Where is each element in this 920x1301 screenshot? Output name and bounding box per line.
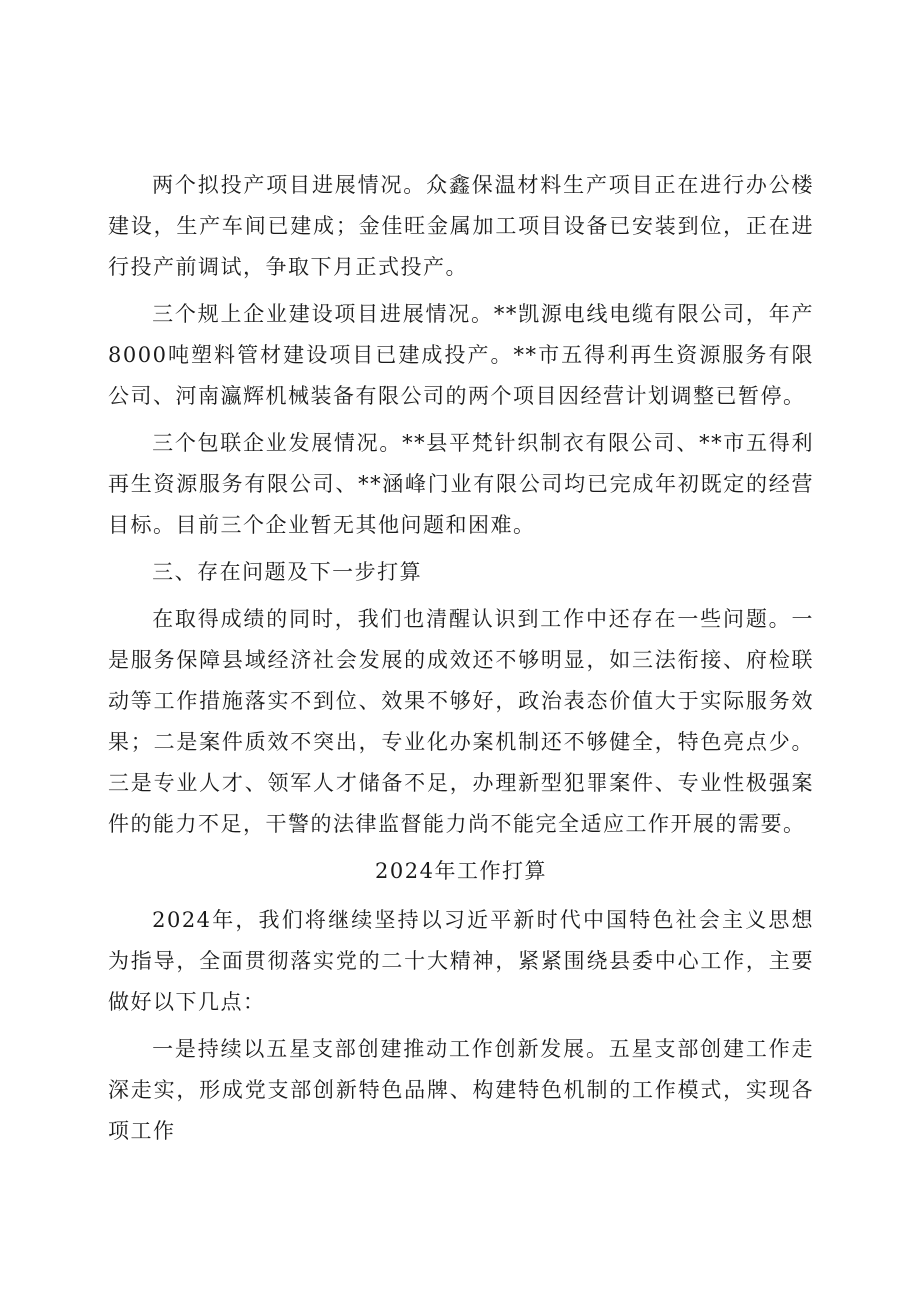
paragraph-enterprise-projects: 三个规上企业建设项目进展情况。**凯源电线电缆有限公司，年产8000吨塑料管材建设项目已建成投产。**市五得利再生资源服务有限公司、河南瀛辉机械装备有限公司的两个项目因经营计划调整已暂停。 bbox=[108, 302, 814, 408]
paragraph-2024-intro: 2024年，我们将继续坚持以习近平新时代中国特色社会主义思想为指导，全面贯彻落实党的二十大精神，紧紧围绕县委中心工作，主要做好以下几点： bbox=[108, 908, 814, 1014]
document-body bbox=[108, 165, 814, 1158]
paragraph-five-star-branch: 一是持续以五星支部创建推动工作创新发展。五星支部创建工作走深走实，形成党支部创新特色品牌、构建特色机制的工作模式，实现各项工作 bbox=[108, 1037, 814, 1143]
section-heading-problems: 三、存在问题及下一步打算 bbox=[152, 560, 423, 584]
paragraph-partner-enterprises: 三个包联企业发展情况。**县平梵针织制衣有限公司、**市五得利再生资源服务有限公司、**涵峰门业有限公司均已完成年初既定的经营目标。目前三个企业暂无其他问题和困难。 bbox=[108, 431, 814, 537]
paragraph-problems: 在取得成绩的同时，我们也清醒认识到工作中还存在一些问题。一是服务保障县域经济社会发展的成效还不够明显，如三法衔接、府检联动等工作措施落实不到位、效果不够好，政治表态价值大于实际服务效果；二是案件质效不突出，专业化办案机制还不够健全，特色亮点少。三是专业人才、领军人才储备不足，办理新型犯罪案件、专业性极强案件的能力不足，干警的法律监督能力尚不能完全适应工作开展的需要。 bbox=[108, 607, 814, 836]
paragraph-pending-projects: 两个拟投产项目进展情况。众鑫保温材料生产项目正在进行办公楼建设，生产车间已建成；金佳旺金属加工项目设备已安装到位，正在进行投产前调试，争取下月正式投产。 bbox=[108, 173, 814, 279]
section-title-2024-plan: 2024年工作打算 bbox=[375, 859, 547, 883]
